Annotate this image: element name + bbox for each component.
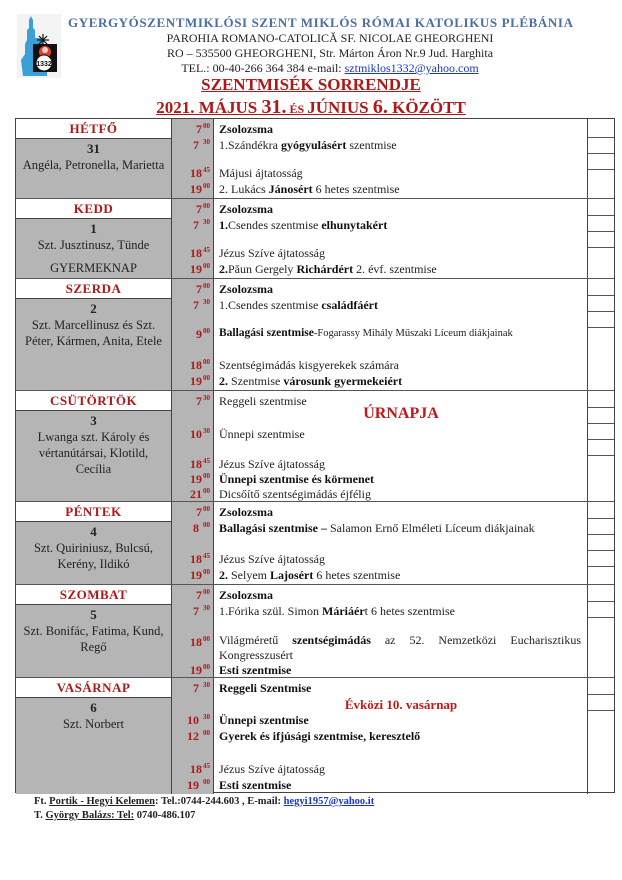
mass-description: Jézus Szíve ájtatosság xyxy=(219,552,325,566)
mass-description: 1.Fórika szül. Simon Máriáért 6 hetes szentmise xyxy=(219,604,455,618)
day-section-sunday xyxy=(16,677,614,794)
mass-time: $19^{00}$ xyxy=(190,472,210,486)
mass-time: $18^{45}$ xyxy=(190,246,210,260)
mass-description: Májusi ájtatosság xyxy=(219,166,303,180)
checkbox-column xyxy=(588,678,614,794)
mass-description: Gyerek és ifjúsági szentmise, keresztelő xyxy=(219,729,421,743)
mass-description: 2. Szentmise városunk gyermekeiért xyxy=(219,374,403,388)
mass-time: $18^{45}$ xyxy=(190,552,210,566)
mass-time: $18^{45}$ xyxy=(190,762,210,776)
day-name: HÉTFŐ xyxy=(16,119,171,139)
mass-description: Ünnepi szentmise és körmenet xyxy=(219,472,374,486)
day-saints: Angéla, Petronella, Marietta xyxy=(22,158,165,172)
day-saints: Lwanga szt. Károly és vértanútársai, Klotild, Cecília xyxy=(37,430,150,476)
mass-description: 2. Lukács Jánosért 6 hetes szentmise xyxy=(219,182,400,196)
mass-time: $7^{30}$ xyxy=(196,394,210,408)
mass-time: 7 $^{30}$ xyxy=(193,298,210,312)
mass-description: Ballagási szentmise – Salamon Ernő Elméleti Líceum diákjainak xyxy=(219,521,535,535)
priest-name: Portik - Hegyi Kelemen xyxy=(49,796,156,807)
mass-time: $19^{00}$ xyxy=(190,262,210,276)
footer-priest-contact: Ft. Portik - Hegyi Kelemen: Tel.:0744-244.603 , E-mail: hegyi1957@yahoo.it xyxy=(34,796,375,807)
mass-time: $19^{00}$ xyxy=(190,663,210,677)
checkbox-column xyxy=(588,585,614,677)
parish-contact xyxy=(130,61,530,76)
mass-description: Ünnepi szentmise xyxy=(219,427,305,441)
feast-day-label: Évközi 10. vasárnap xyxy=(344,697,458,712)
day-name: SZERDA xyxy=(16,279,171,299)
mass-description: 1.Csendes szentmise családfáért xyxy=(219,298,378,312)
feast-day-label: ÚRNAPJA xyxy=(363,405,439,422)
mass-description: 1.Csendes szentmise elhunytakért xyxy=(219,218,388,232)
checkbox-column xyxy=(588,279,614,390)
assistant-name: György Balázs: Tel: xyxy=(45,810,135,821)
day-name: PÉNTEK xyxy=(16,502,171,522)
day-date: 3 xyxy=(90,413,97,428)
checkbox-column xyxy=(588,502,614,584)
mass-time: $18^{45}$ xyxy=(190,457,210,471)
day-name: SZOMBAT xyxy=(16,585,171,605)
day-saints: Szt. Marcellinusz és Szt. Péter, Kármen, Anita, Etele xyxy=(25,318,162,348)
parish-address: RO – 535500 GHEORGHENI, Str. Márton Áron Nr.9 Jud. Harghita xyxy=(166,46,494,60)
checkbox-column xyxy=(588,199,614,278)
parish-email-link[interactable]: sztmiklos1332@yahoo.com xyxy=(344,61,479,75)
mass-description: Zsolozsma xyxy=(219,588,273,602)
parish-logo-icon xyxy=(17,14,61,78)
mass-time: $18^{00}$ xyxy=(190,358,210,372)
mass-time: $21^{00}$ xyxy=(190,487,210,501)
document-title: SZENTMISÉK SORRENDJE xyxy=(201,75,421,94)
mass-description: Szentségimádás kisgyerekek számára xyxy=(219,358,399,372)
mass-description: 1.Szándékra gyógyulásért szentmise xyxy=(219,138,397,152)
mass-time: 10 $^{30}$ xyxy=(187,713,210,727)
mass-time: $7^{00}$ xyxy=(196,588,210,602)
day-section-saturday xyxy=(16,584,614,677)
mass-time: $10^{30}$ xyxy=(190,427,210,441)
day-date: 2 xyxy=(90,301,97,316)
parish-phone: TEL.: 00-40-266 364 384 e-mail: xyxy=(181,61,345,75)
day-date: 5 xyxy=(90,607,97,622)
mass-time: $19^{00}$ xyxy=(190,568,210,582)
day-section-thursday xyxy=(16,390,614,501)
mass-time: 7 $^{30}$ xyxy=(193,604,210,618)
mass-time: 7 $^{30}$ xyxy=(193,138,210,152)
checkbox-column xyxy=(588,119,614,198)
mass-time: 19 $^{00}$ xyxy=(187,778,210,792)
day-observance: GYERMEKNAP xyxy=(50,261,137,275)
mass-description: Reggeli szentmise xyxy=(219,394,307,408)
day-section-wednesday xyxy=(16,278,614,390)
mass-schedule-table xyxy=(15,118,615,793)
mass-time: $7^{00}$ xyxy=(196,202,210,216)
mass-description: Jézus Szíve ájtatosság xyxy=(219,246,325,260)
mass-description: 2. Selyem Lajosért 6 hetes szentmise xyxy=(219,568,401,582)
parish-name-hungarian: GYERGYÓSZENTMIKLÓSI SZENT MIKLÓS RÓMAI KATOLIKUS PLÉBÁNIA xyxy=(68,15,574,30)
date-range-title: 2021. MÁJUS 31. ÉS JÚNIUS 6. KÖZÖTT xyxy=(156,96,466,118)
mass-time: 7 $^{30}$ xyxy=(193,218,210,232)
mass-time: $18^{00}$ xyxy=(190,635,210,649)
mass-description: Zsolozsma xyxy=(219,122,273,136)
day-saints: Szt. Bonifác, Fatima, Kund, Regő xyxy=(23,624,164,654)
mass-time: 7 $^{30}$ xyxy=(193,681,210,695)
mass-description: Esti szentmise xyxy=(219,778,292,792)
mass-description: Jézus Szíve ájtatosság xyxy=(219,762,325,776)
mass-description: Zsolozsma xyxy=(219,202,273,216)
day-date: 4 xyxy=(90,524,97,539)
mass-description: Világméretű szentségimádás az 52. Nemzetközi Eucharisztikus Kongresszusért xyxy=(219,633,581,662)
priest-email-link[interactable]: hegyi1957@yahoo.it xyxy=(283,796,375,807)
mass-time: $7^{00}$ xyxy=(196,122,210,136)
mass-description: Esti szentmise xyxy=(219,663,292,677)
mass-description: Ballagási szentmise-Fogarassy Mihály Műszaki Líceum diákjainak xyxy=(219,327,513,339)
mass-time: $19^{00}$ xyxy=(190,182,210,196)
day-name: VASÁRNAP xyxy=(16,678,171,698)
day-date: 31 xyxy=(87,141,100,156)
svg-text:1332: 1332 xyxy=(36,61,52,68)
day-section-monday xyxy=(16,119,614,198)
mass-time: $9^{00}$ xyxy=(196,327,210,341)
mass-time: $7^{00}$ xyxy=(196,505,210,519)
mass-description: Zsolozsma xyxy=(219,282,273,296)
mass-description: Ünnepi szentmise xyxy=(219,713,309,727)
footer-assistant-contact: T. György Balázs: Tel: 0740-486.107 xyxy=(34,810,196,821)
parish-name-romanian: PAROHIA ROMANO-CATOLICĂ SF. NICOLAE GHEORGHENI xyxy=(166,31,494,45)
mass-description: Dicsőítő szentségimádás éjfélig xyxy=(219,487,371,501)
day-date: 1 xyxy=(90,221,97,236)
mass-time: 12 $^{00}$ xyxy=(187,729,210,743)
day-name: CSÜTÖRTÖK xyxy=(16,391,171,411)
mass-time: $19^{00}$ xyxy=(190,374,210,388)
mass-time: $18^{45}$ xyxy=(190,166,210,180)
day-section-tuesday xyxy=(16,198,614,278)
mass-description: 2.Păun Gergely Richárdért 2. évf. szentmise xyxy=(219,262,437,276)
day-saints: Szt. Quiriniusz, Bulcsú, Kerény, Ildikó xyxy=(33,541,154,571)
mass-description: Reggeli Szentmise xyxy=(219,681,312,695)
mass-description: Jézus Szíve ájtatosság xyxy=(219,457,325,471)
day-saints: Szt. Jusztinusz, Tünde xyxy=(37,238,150,252)
mass-time: $7^{00}$ xyxy=(196,282,210,296)
mass-time: 8 $^{00}$ xyxy=(193,521,210,535)
day-name: KEDD xyxy=(16,199,171,219)
mass-description: Zsolozsma xyxy=(219,505,273,519)
day-date: 6 xyxy=(90,700,97,715)
day-section-friday xyxy=(16,501,614,584)
day-saints: Szt. Norbert xyxy=(62,717,125,731)
checkbox-column xyxy=(588,391,614,501)
